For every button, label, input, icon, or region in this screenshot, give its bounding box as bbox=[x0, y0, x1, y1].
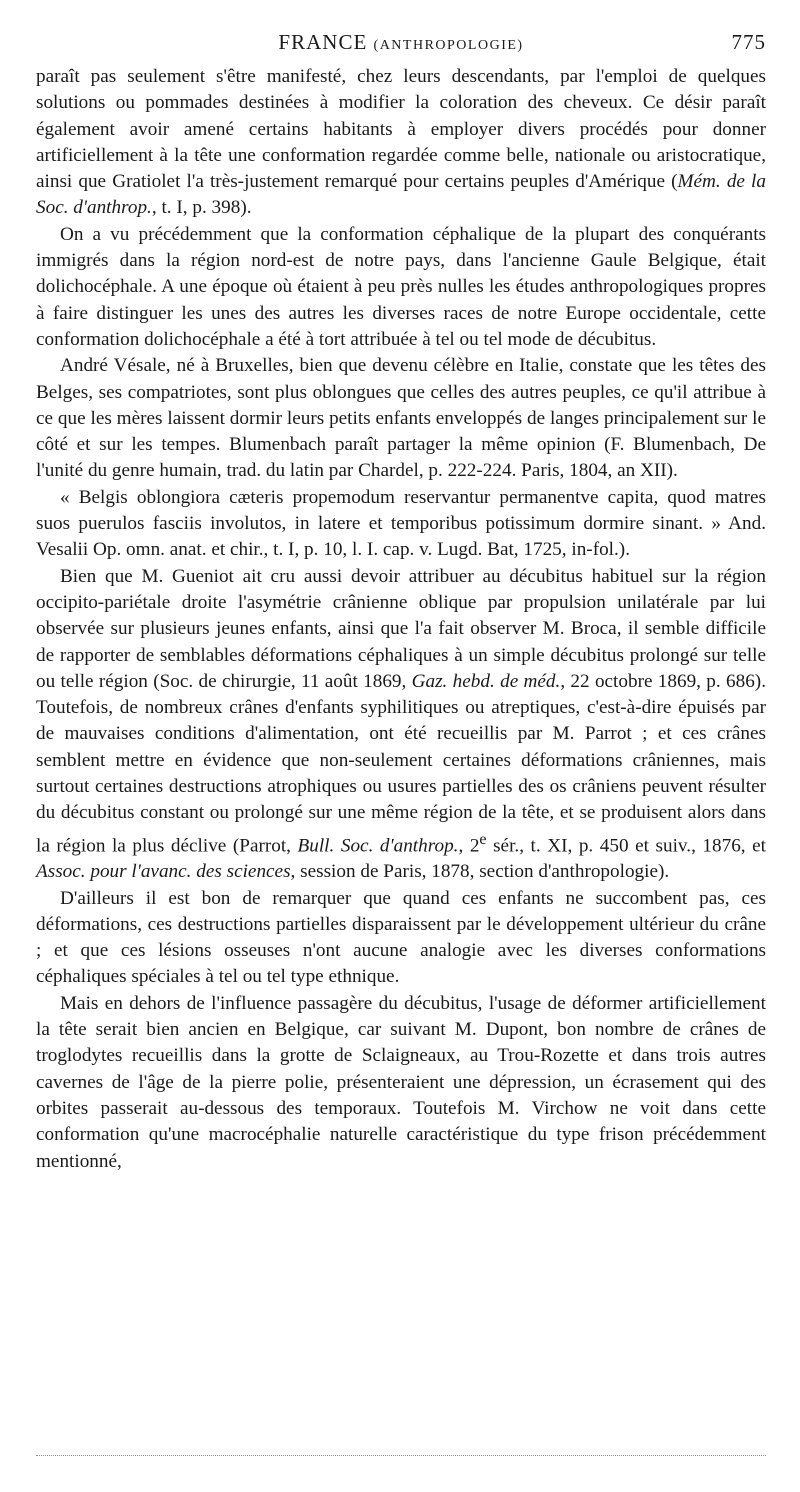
text-run: On a vu précédemment que la conformation céphalique de la plupart des conquérants immigrés dans la région nord-est de notre pays, dans l'ancienne Gaule Belgique, était dolichocéphale. A une époque où étaient à peu près nulles les études anthropologiques propres à faire distinguer les unes des autres les diverses races de notre Europe occidentale, cette conformation dolichocéphale a été à tort attribuée à tel ou tel mode de décubitus. bbox=[36, 223, 766, 350]
text-run: , 22 octobre 1869, p. 686). Toutefois, de nombreux crânes d'enfants syphilitiques ou atreptiques, c'est-à-dire épuisés par de mauvaises conditions d'alimentation, ont été recueillis par M. Parrot ; et ces crânes semblent mettre en évidence que non-seulement certaines déformations crâniennes, mais surtout certaines destructions atrophiques ou usures partielles des os crâniens peuvent résulter du décubitus constant ou prolongé sur une même région de la tête, et se produisent alors dans la région la plus déclive (Parrot, bbox=[36, 670, 766, 856]
text-run: sér., t. XI, p. 450 et suiv., 1876, et bbox=[486, 835, 766, 856]
header-title bbox=[36, 30, 766, 55]
running-header bbox=[36, 30, 766, 60]
paragraph bbox=[36, 222, 766, 353]
paragraph bbox=[36, 886, 766, 991]
paragraph bbox=[36, 485, 766, 564]
text-run: André Vésale, né à Bruxelles, bien que devenu célèbre en Italie, constate que les têtes des Belges, ses compatriotes, sont plus oblongues que celles des autres peuples, ce qu'il attribue à ce que les mères laissent dormir leurs petits enfants enveloppés de langes principalement sur le côté et sur les tempes. Blumenbach paraît partager la même opinion (F. Blumenbach, De l'unité du genre humain, trad. du latin par Chardel, p. 222-224. Paris, 1804, an XII). bbox=[36, 355, 766, 482]
italic-citation: Gaz. hebd. de méd. bbox=[411, 670, 561, 692]
italic-citation: Mém. de la Soc. d'anthrop. bbox=[36, 171, 766, 219]
body-text bbox=[36, 64, 766, 1175]
paragraph bbox=[36, 64, 766, 222]
paragraph bbox=[36, 353, 766, 484]
italic-citation: Assoc. pour l'avanc. des sciences bbox=[36, 861, 291, 883]
superscript: e bbox=[479, 830, 487, 848]
paragraph bbox=[36, 564, 766, 886]
text-run: D'ailleurs il est bon de remarquer que quand ces enfants ne succombent pas, ces déformations, ces destructions partielles disparaissent par le développement ultérieur du crâne ; et que ces lésions osseuses n'ont aucune analogie avec les diverses conformations céphaliques spéciales à tel ou tel type ethnique. bbox=[36, 887, 766, 988]
header-section: (ANTHROPOLOGIE) bbox=[373, 38, 524, 53]
text-run: paraît pas seulement s'être manifesté, chez leurs descendants, par l'emploi de quelques solutions ou pommades destinées à modifier la coloration des cheveux. Ce désir paraît également avoir amené certains habitants à employer divers procédés pour donner artificiellement à la tête une conformation regardée comme belle, nationale ou aristocratique, ainsi que Gratiolet l'a très-justement remarqué pour certains peuples d'Amérique ( bbox=[36, 66, 766, 193]
text-run: , 2 bbox=[458, 835, 480, 856]
footer-divider bbox=[36, 1455, 766, 1456]
paragraph bbox=[36, 991, 766, 1175]
text-run: Mais en dehors de l'influence passagère du décubitus, l'usage de déformer artificiellement la tête serait bien ancien en Belgique, car suivant M. Dupont, bon nombre de crânes de troglodytes recueillis dans la grotte de Sclaigneaux, au Trou-Rozette et dans trois autres cavernes de l'âge de la pierre polie, présenteraient une dépression, un écrasement qui des orbites passerait au-dessous des temporaux. Toutefois M. Virchow ne voit dans cette conformation qu'une macrocéphalie naturelle caractéristique du type frison précédemment mentionné, bbox=[36, 992, 766, 1172]
text-run: Bien que M. Gueniot ait cru aussi devoir attribuer au décubitus habituel sur la région occipito-pariétale droite l'asymétrie crânienne oblique par propulsion unilatérale par lui observée sur plusieurs jeunes enfants, ainsi que l'a fait observer M. Broca, il semble difficile de rapporter de semblables déformations céphaliques à un simple décubitus prolongé sur telle ou telle région (Soc. de chirurgie, 11 août 1869, bbox=[36, 565, 766, 692]
text-run: , session de Paris, 1878, section d'anthropologie). bbox=[290, 861, 670, 883]
page-number: 775 bbox=[731, 30, 766, 54]
text-run: , t. I, p. 398). bbox=[151, 197, 252, 219]
italic-citation: Bull. Soc. d'anthrop. bbox=[297, 835, 459, 856]
header-country: FRANCE bbox=[278, 30, 368, 54]
text-run: « Belgis oblongiora cæteris propemodum reservantur permanentve capita, quod matres suos puerulos fasciis involutos, in latere et temporibus potissimum dormire sinant. » And. Vesalii Op. omn. anat. et chir., t. I, p. 10, l. I. cap. v. Lugd. Bat, 1725, in-fol.). bbox=[36, 486, 766, 561]
